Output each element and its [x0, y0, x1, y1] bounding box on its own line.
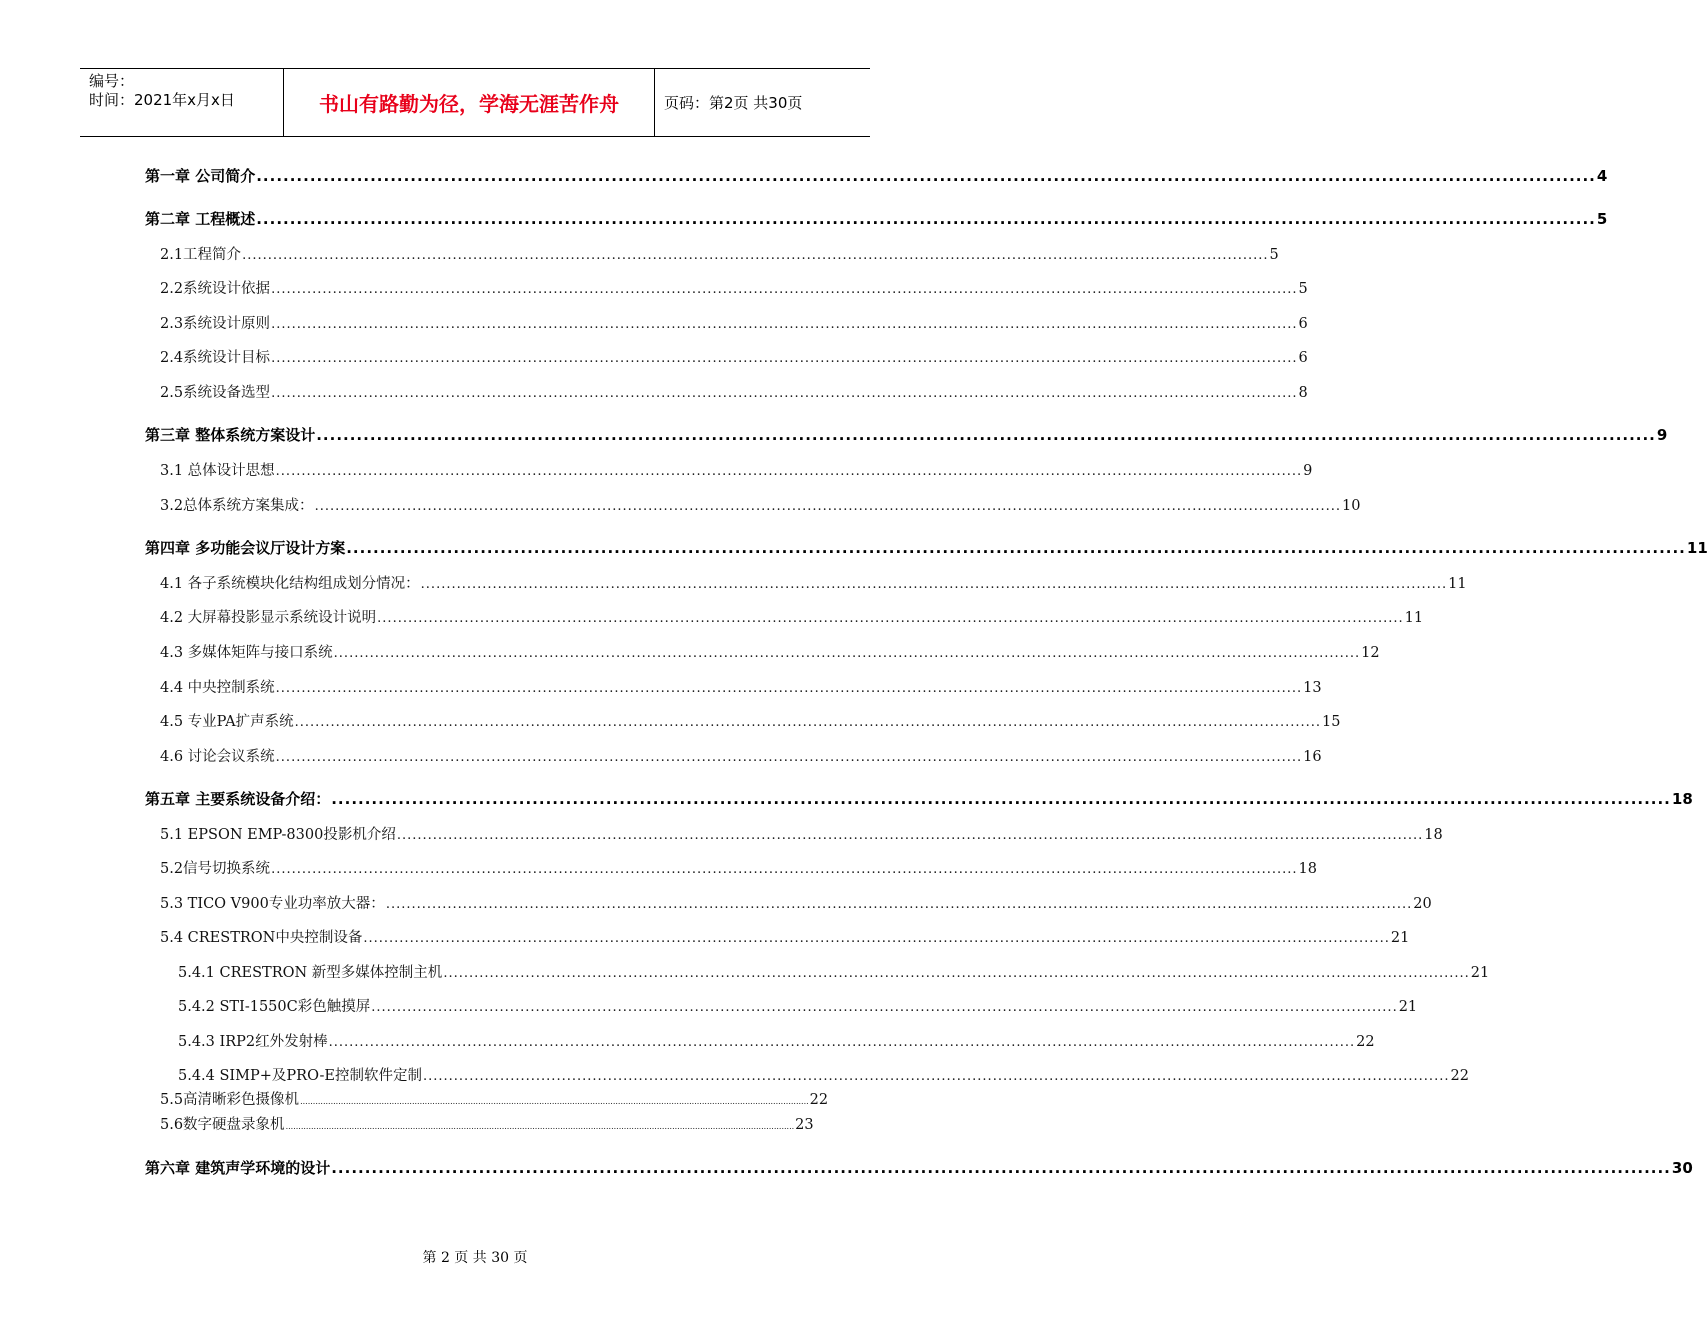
toc-leader-dots: ........................................................................................................................................................................................................	[271, 282, 1298, 297]
toc-leader-dots: ........................................................................................................................................................................................................	[271, 862, 1298, 877]
number-label: 编号：	[89, 72, 135, 90]
time-label: 时间：2021年x月x日	[89, 91, 235, 109]
toc-leader-dots: ........................................................................................................................................................................................................	[256, 210, 1596, 228]
toc-entry-page: 18	[1298, 861, 1317, 877]
toc-entry-title: 5.4.4 SIMP+及PRO-E控制软件定制	[178, 1068, 422, 1084]
toc-entry-page: 5	[1596, 210, 1608, 228]
toc-entry-page: 4	[1596, 167, 1608, 185]
toc-leader-dots: ........................................................................................................................................................................................................	[271, 386, 1298, 401]
toc-entry-title: 5.1 EPSON EMP-8300投影机介绍	[160, 827, 396, 843]
toc-leader-dots: ........................................................................................................................................................................................................	[271, 351, 1298, 366]
toc-entry-page: 6	[1298, 350, 1308, 366]
toc-entry-page: 20	[1413, 896, 1432, 912]
toc-entry[interactable]	[145, 381, 1308, 402]
toc-entry[interactable]	[145, 1064, 1469, 1085]
toc-entry-page: 22	[1450, 1068, 1469, 1084]
toc-entry[interactable]	[145, 823, 1443, 844]
toc-leader-dots: ........................................................................................................................................................................................................	[275, 464, 1303, 479]
toc-entry-page: 30	[1671, 1159, 1693, 1177]
toc-entry[interactable]	[145, 745, 1322, 766]
toc-entry-title: 5.4.1 CRESTRON 新型多媒体控制主机	[178, 965, 443, 981]
page-footer: 第 2 页 共 30 页	[422, 1250, 528, 1266]
toc-entry-title: 4.6 讨论会议系统	[160, 749, 275, 765]
toc-entry-title: 第四章 多功能会议厅设计方案	[145, 539, 346, 557]
toc-entry-page: 12	[1361, 645, 1380, 661]
header-meta	[80, 69, 283, 136]
toc-leader-dots: ........................................................................................................................................................................................................	[316, 426, 1656, 444]
toc-entry-title: 2.1工程简介	[160, 247, 242, 263]
toc-entry[interactable]	[145, 572, 1467, 593]
toc-entry-title: 第二章 工程概述	[145, 210, 256, 228]
toc-leader-dots: ........................................................................................................................................................................................................	[256, 167, 1596, 185]
toc-entry[interactable]	[145, 208, 1608, 229]
toc-entry-title: 第三章 整体系统方案设计	[145, 426, 316, 444]
toc-entry[interactable]	[145, 606, 1424, 627]
toc-leader-dots: ........................................................................................................................................................................................................	[294, 715, 1322, 730]
toc-entry-title: 4.3 多媒体矩阵与接口系统	[160, 645, 333, 661]
toc-entry[interactable]	[145, 1113, 814, 1134]
toc-entry-page: 9	[1656, 426, 1668, 444]
toc-entry-page: 9	[1303, 463, 1313, 479]
toc-entry-title: 4.5 专业PA扩声系统	[160, 714, 294, 730]
toc-entry-title: 2.3系统设计原则	[160, 316, 271, 332]
toc-leader-dots: ........................................................................................................................................................................................................	[242, 248, 1269, 263]
toc-entry-title: 4.4 中央控制系统	[160, 680, 275, 696]
toc-entry-title: 第五章 主要系统设备介绍：	[145, 790, 331, 808]
toc-entry[interactable]	[145, 165, 1608, 186]
toc-entry-title: 5.4.3 IRP2红外发射棒	[178, 1034, 328, 1050]
toc-leader-dots: ........................................................................................................................................................................................................	[271, 317, 1298, 332]
toc-entry[interactable]	[145, 312, 1308, 333]
toc-entry[interactable]	[145, 995, 1418, 1016]
toc-entry-title: 2.5系统设备选型	[160, 385, 271, 401]
toc-entry[interactable]	[145, 641, 1380, 662]
toc-entry-page: 22	[809, 1092, 829, 1108]
toc-entry[interactable]	[145, 494, 1361, 515]
toc-leader-dots: ........................................................................................................................................................................................................	[285, 1122, 795, 1131]
toc-entry-page: 8	[1298, 385, 1308, 401]
toc-entry-page: 23	[795, 1117, 814, 1133]
toc-leader-dots: ........................................................................................................................................................................................................	[331, 1159, 1671, 1177]
header-motto: 书山有路勤为径，学海无涯苦作舟	[283, 69, 655, 136]
toc-leader-dots: ........................................................................................................................................................................................................	[371, 1000, 1398, 1015]
toc-entry-page: 22	[1356, 1034, 1375, 1050]
toc-entry[interactable]	[145, 1088, 829, 1109]
toc-entry-title: 5.4 CRESTRON中央控制设备	[160, 930, 363, 946]
toc-entry[interactable]	[145, 537, 1708, 558]
toc-entry-page: 18	[1671, 790, 1693, 808]
toc-leader-dots: ........................................................................................................................................................................................................	[314, 499, 1342, 514]
toc-entry-page: 18	[1424, 827, 1443, 843]
toc-leader-dots: ........................................................................................................................................................................................................	[346, 539, 1686, 557]
toc-entry[interactable]	[145, 1157, 1693, 1178]
header-page-info: 页码：第2页 共30页	[664, 94, 803, 112]
toc-entry[interactable]	[145, 892, 1432, 913]
toc-leader-dots: ........................................................................................................................................................................................................	[423, 1069, 1450, 1084]
toc-entry-page: 21	[1470, 965, 1490, 981]
toc-entry[interactable]	[145, 1030, 1375, 1051]
toc-entry-page: 5	[1298, 281, 1308, 297]
toc-entry[interactable]	[145, 857, 1317, 878]
toc-entry[interactable]	[145, 346, 1308, 367]
toc-entry-title: 3.1 总体设计思想	[160, 463, 275, 479]
toc-entry[interactable]	[145, 459, 1313, 480]
page-header	[80, 68, 870, 137]
toc-entry-page: 15	[1322, 714, 1341, 730]
toc-entry[interactable]	[145, 961, 1490, 982]
toc-entry-title: 第一章 公司简介	[145, 167, 256, 185]
toc-leader-dots: ........................................................................................................................................................................................................	[333, 646, 1361, 661]
toc-leader-dots: ........................................................................................................................................................................................................	[363, 931, 1390, 946]
toc-entry[interactable]	[145, 926, 1410, 947]
toc-leader-dots: ........................................................................................................................................................................................................	[300, 1097, 809, 1106]
toc-entry-title: 5.6数字硬盘录象机	[160, 1117, 285, 1133]
toc-leader-dots: ........................................................................................................................................................................................................	[275, 750, 1303, 765]
toc-entry-title: 4.2 大屏幕投影显示系统设计说明	[160, 610, 377, 626]
toc-leader-dots: ........................................................................................................................................................................................................	[443, 966, 1470, 981]
toc-entry-page: 16	[1303, 749, 1322, 765]
toc-entry-page: 13	[1303, 680, 1322, 696]
toc-leader-dots: ........................................................................................................................................................................................................	[275, 681, 1303, 696]
toc-entry-title: 5.2信号切换系统	[160, 861, 271, 877]
toc-entry-title: 2.2系统设计依据	[160, 281, 271, 297]
toc-entry[interactable]	[145, 424, 1668, 445]
toc-entry-page: 11	[1404, 610, 1424, 626]
toc-entry-title: 3.2总体系统方案集成：	[160, 498, 314, 514]
toc-entry-page: 21	[1390, 930, 1410, 946]
toc-entry[interactable]	[145, 676, 1322, 697]
toc-entry-page: 11	[1686, 539, 1708, 557]
toc-entry-page: 10	[1342, 498, 1361, 514]
toc-leader-dots: ........................................................................................................................................................................................................	[420, 577, 1448, 592]
toc-entry-title: 5.3 TICO V900专业功率放大器：	[160, 896, 385, 912]
toc-entry[interactable]	[145, 243, 1279, 264]
toc-entry[interactable]	[145, 710, 1341, 731]
toc-entry-title: 2.4系统设计目标	[160, 350, 271, 366]
toc-entry-page: 21	[1398, 999, 1418, 1015]
toc-leader-dots: ........................................................................................................................................................................................................	[331, 790, 1671, 808]
toc-entry-title: 4.1 各子系统模块化结构组成划分情况：	[160, 576, 420, 592]
toc-leader-dots: ........................................................................................................................................................................................................	[377, 611, 1404, 626]
toc-entry-title: 第六章 建筑声学环境的设计	[145, 1159, 331, 1177]
toc-entry[interactable]	[145, 788, 1693, 809]
toc-leader-dots: ........................................................................................................................................................................................................	[385, 897, 1413, 912]
toc-entry-title: 5.4.2 STI-1550C彩色触摸屏	[178, 999, 371, 1015]
toc-entry-page: 6	[1298, 316, 1308, 332]
toc-leader-dots: ........................................................................................................................................................................................................	[396, 828, 1424, 843]
toc-entry[interactable]	[145, 277, 1308, 298]
toc-entry-page: 5	[1269, 247, 1279, 263]
toc-leader-dots: ........................................................................................................................................................................................................	[328, 1035, 1356, 1050]
toc-entry-page: 11	[1448, 576, 1467, 592]
toc-entry-title: 5.5高清晰彩色摄像机	[160, 1092, 300, 1108]
